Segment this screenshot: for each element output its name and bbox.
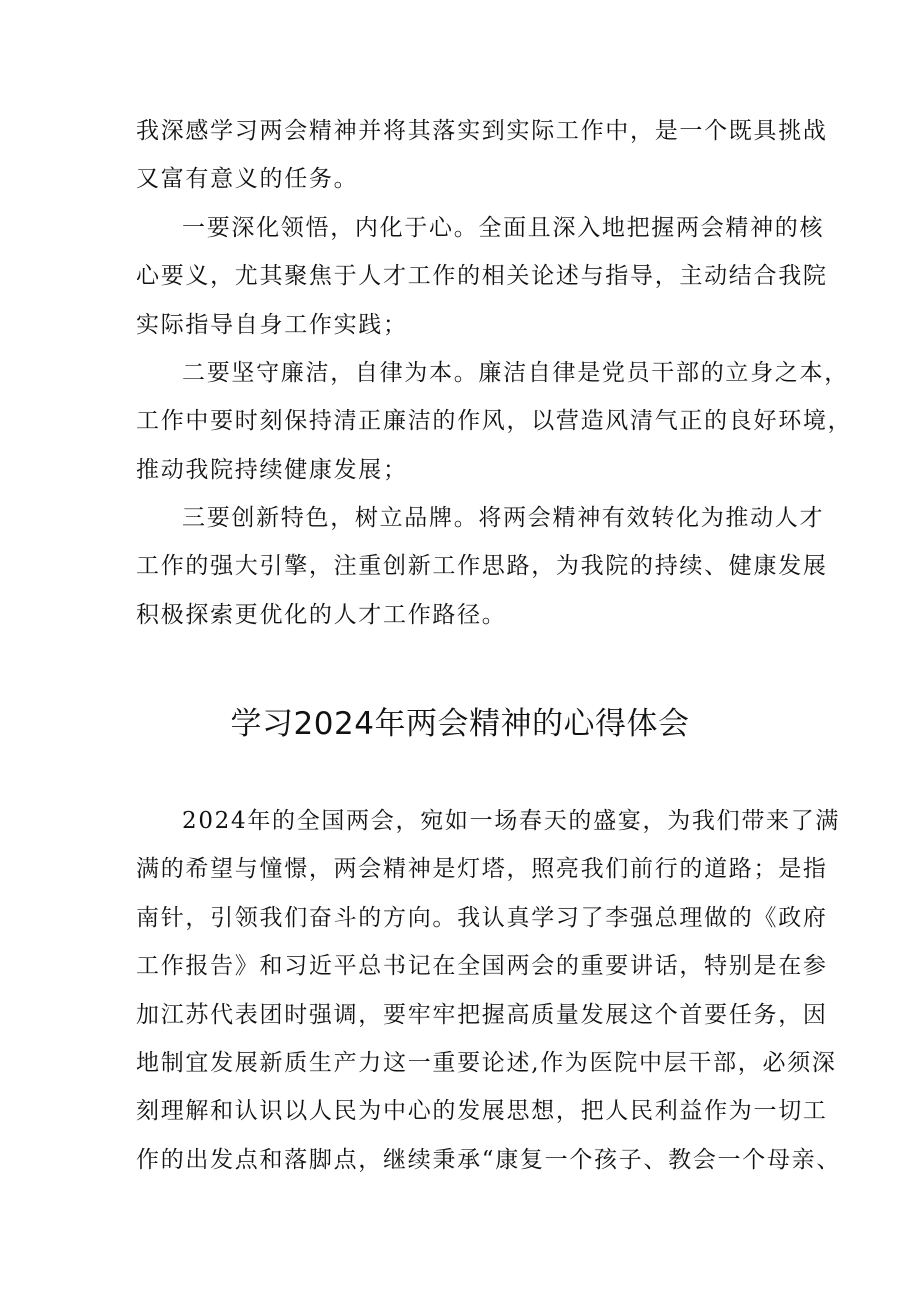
- paragraph-line: 加江苏代表团时强调，要牢牢把握高质量发展这个首要任务，因: [136, 1002, 828, 1028]
- article-title: 学习2024年两会精神的心得体会: [230, 706, 690, 742]
- paragraph-line: 积极探索更优化的人才工作路径。: [136, 602, 507, 628]
- paragraph-line: 满的希望与憧憬，两会精神是灯塔，照亮我们前行的道路；是指: [136, 856, 828, 882]
- paragraph-line: 我深感学习两会精神并将其落实到实际工作中，是一个既具挑战: [136, 118, 828, 144]
- paragraph-line: 又富有意义的任务。: [136, 166, 359, 192]
- paragraph-line: 工作报告》和习近平总书记在全国两会的重要讲话，特别是在参: [136, 953, 828, 979]
- paragraph-line: 地制宜发展新质生产力这一重要论述,作为医院中层干部，必须深: [136, 1050, 837, 1076]
- paragraph-line: 推动我院持续健康发展；: [136, 457, 408, 483]
- paragraph-line: 三要创新特色，树立品牌。将两会精神有效转化为推动人才: [182, 505, 825, 531]
- paragraph-line: 刻理解和认识以人民为中心的发展思想，把人民利益作为一切工: [136, 1098, 828, 1124]
- paragraph-line: 作的出发点和落脚点，继续秉承“康复一个孩子、教会一个母亲、: [136, 1147, 842, 1173]
- paragraph-line: 南针，引领我们奋斗的方向。我认真学习了李强总理做的《政府: [136, 905, 828, 931]
- paragraph-line: 2024年的全国两会，宛如一场春天的盛宴，为我们带来了满: [182, 808, 841, 834]
- paragraph-line: 实际指导自身工作实践；: [136, 312, 408, 338]
- paragraph-line: 工作的强大引擎，注重创新工作思路，为我院的持续、健康发展: [136, 553, 828, 579]
- paragraph-line: 心要义，尤其聚焦于人才工作的相关论述与指导，主动结合我院: [136, 263, 828, 289]
- paragraph-line: 一要深化领悟，内化于心。全面且深入地把握两会精神的核: [182, 215, 825, 241]
- paragraph-line: 二要坚守廉洁，自律为本。廉洁自律是党员干部的立身之本，: [182, 360, 849, 386]
- paragraph-line: 工作中要时刻保持清正廉洁的作风，以营造风清气正的良好环境，: [136, 408, 853, 434]
